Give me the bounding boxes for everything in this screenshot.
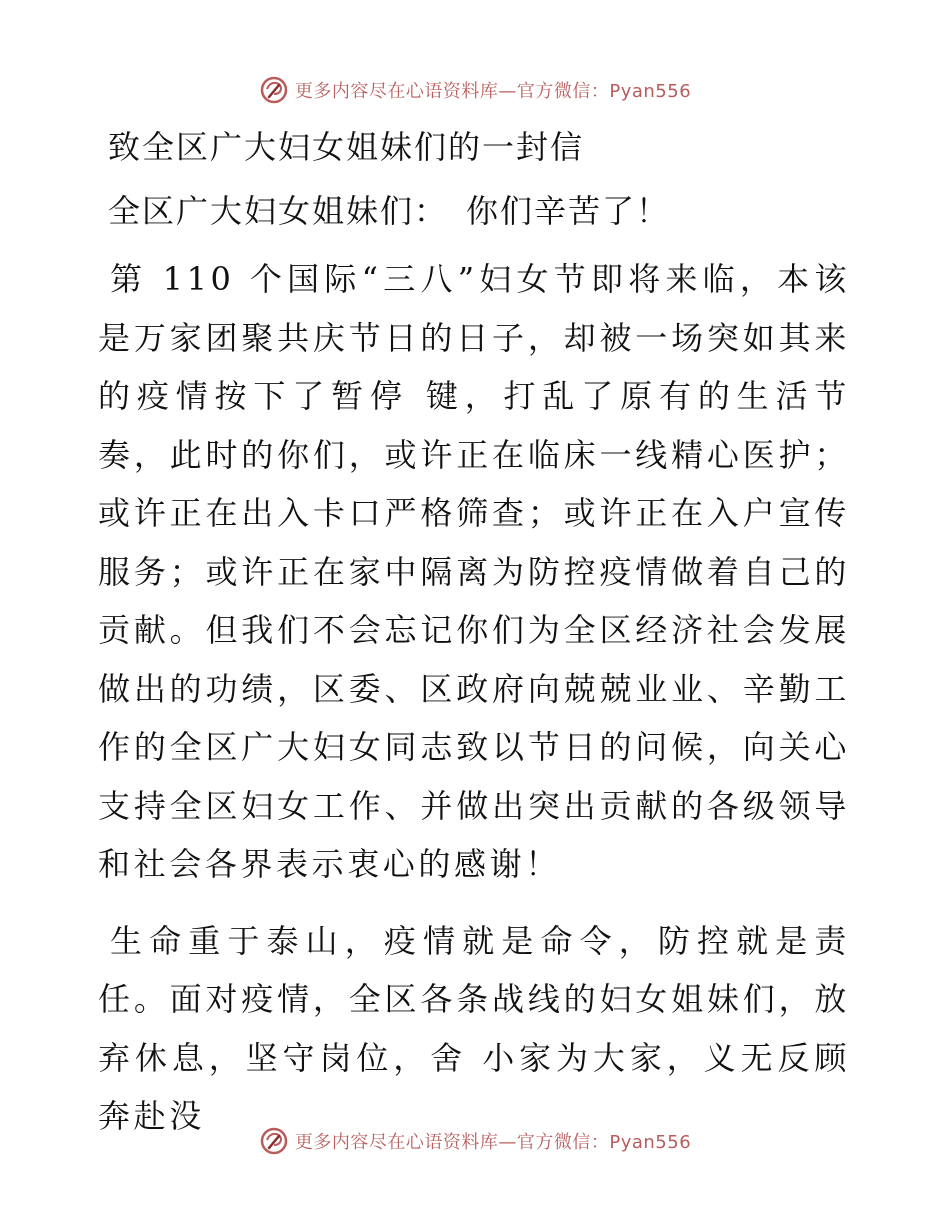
paragraph-2: 生命重于泰山，疫情就是命令，防控就是责任。面对疫情，全区各条战线的妇女姐妹们，放弃休息，坚守岗位，舍 小家为大家，义无反顾奔赴没 bbox=[98, 921, 850, 1135]
footer-watermark bbox=[0, 1121, 950, 1161]
letter-title: 致全区广大妇女姐妹们的一封信 bbox=[108, 128, 585, 166]
letter-salutation: 全区广大妇女姐妹们： 你们辛苦了！ bbox=[108, 192, 671, 230]
header-watermark bbox=[0, 70, 950, 110]
brain-pen-logo-icon bbox=[259, 75, 289, 105]
paragraph-1: 第 110 个国际“三八”妇女节即将来临，本该是万家团聚共庆节日的日子，却被一场突如其来的疫情按下了暂停 键，打乱了原有的生活节奏，此时的你们，或许正在临床一线精心医护；或许正在出入卡口严格筛查；或许正在入户宣传服务；或许正在家中隔离为防控疫情做着自己的贡献。但我们不会忘记你们为全区经济社会发展做出的功绩，区委、区政府向兢兢业业、辛勤工作的全区广大妇女同志致以节日的问候，向关心支持全区妇女工作、并做出突出贡献的各级领导和社会各界表示衷心的感谢！ bbox=[98, 260, 850, 883]
header-watermark-text: 更多内容尽在心语资料库—官方微信：Pyan556 bbox=[294, 81, 692, 102]
footer-watermark-text: 更多内容尽在心语资料库—官方微信：Pyan556 bbox=[294, 1132, 692, 1153]
letter-body bbox=[98, 122, 850, 1146]
brain-pen-logo-icon bbox=[259, 1126, 289, 1156]
